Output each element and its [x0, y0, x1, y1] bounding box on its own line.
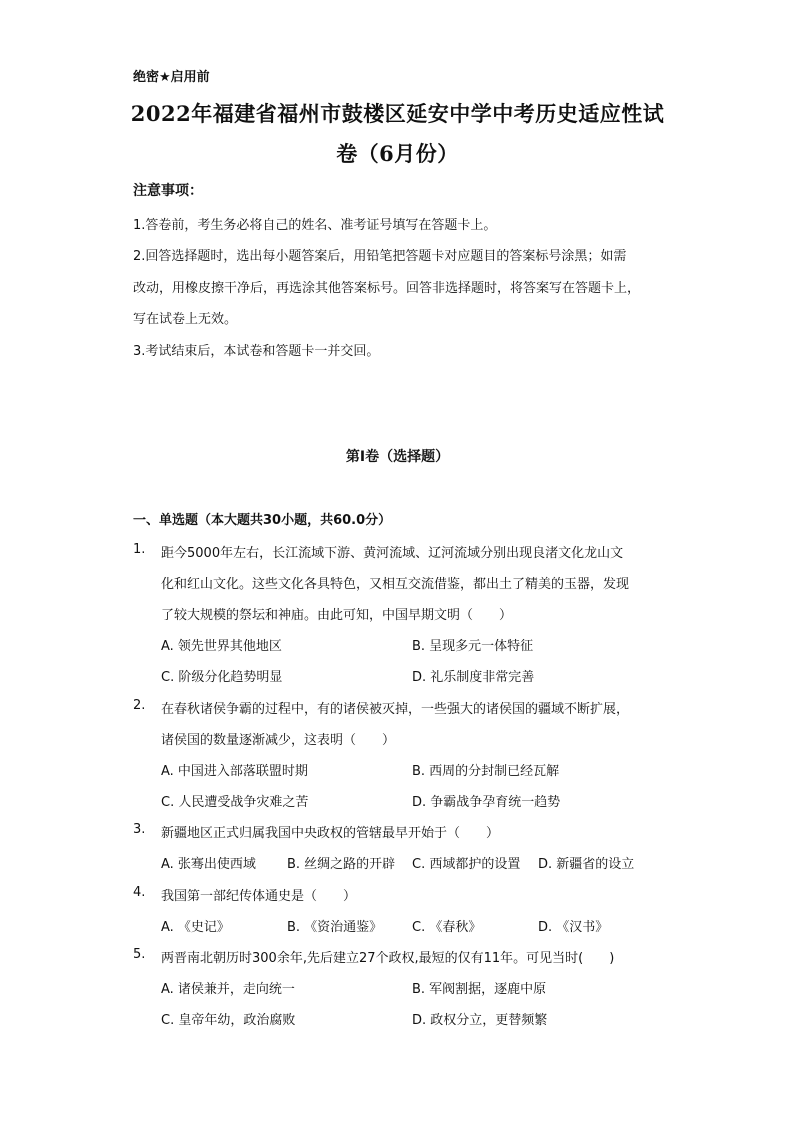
- option-a: A. 张骞出使西域: [161, 857, 256, 872]
- option-c: C. 皇帝年幼，政治腐败: [161, 1013, 296, 1028]
- question-number: 4.: [133, 885, 146, 900]
- secret-mark: 绝密★启用前: [133, 70, 210, 85]
- option-d: D. 政权分立，更替频繁: [412, 1013, 548, 1028]
- question-text: 我国第一部纪传体通史是（ ）: [161, 889, 357, 904]
- notice-line: 2.回答选择题时，选出每小题答案后，用铅笔把答题卡对应题目的答案标号涂黑；如需: [133, 249, 627, 264]
- option-c: C. 西域都护的设置: [412, 857, 521, 872]
- section-title: 第I卷（选择题）: [345, 449, 450, 465]
- option-a: A. 中国进入部落联盟时期: [161, 764, 308, 779]
- part-heading: 一、单选题（本大题共30小题，共60.0分）: [133, 513, 392, 528]
- option-d: D. 《汉书》: [538, 920, 609, 935]
- question-number: 5.: [133, 947, 146, 962]
- option-a: A. 《史记》: [161, 920, 230, 935]
- option-b: B. 丝绸之路的开辟: [287, 857, 396, 872]
- option-b: B. 《资治通鉴》: [287, 920, 383, 935]
- notice-line: 写在试卷上无效。: [133, 312, 238, 327]
- notice-line: 1.答卷前，考生务必将自己的姓名、准考证号填写在答题卡上。: [133, 218, 497, 233]
- question-text: 诸侯国的数量逐渐减少，这表明（ ）: [161, 733, 396, 748]
- question-text: 了较大规模的祭坛和神庙。由此可知，中国早期文明（ ）: [161, 608, 513, 623]
- question-text: 新疆地区正式归属我国中央政权的管辖最早开始于（ ）: [161, 826, 500, 841]
- question-number: 3.: [133, 822, 146, 837]
- option-c: C. 《春秋》: [412, 920, 482, 935]
- question-text: 两晋南北朝历时300余年,先后建立27个政权,最短的仅有11年。可见当时( ): [161, 951, 615, 966]
- option-d: D. 争霸战争孕育统一趋势: [412, 795, 561, 810]
- option-b: B. 军阀割据，逐鹿中原: [412, 982, 547, 997]
- question-text: 化和红山文化。这些文化各具特色，又相互交流借鉴，都出土了精美的玉器，发现: [161, 577, 630, 592]
- option-a: A. 诸侯兼并，走向统一: [161, 982, 295, 997]
- question-number: 1.: [133, 542, 146, 557]
- notice-line: 改动，用橡皮擦干净后，再选涂其他答案标号。回答非选择题时，将答案写在答题卡上，: [133, 281, 641, 296]
- option-a: A. 领先世界其他地区: [161, 639, 282, 654]
- exam-title-line1: 2022年福建省福州市鼓楼区延安中学中考历史适应性试: [130, 101, 665, 126]
- option-d: D. 礼乐制度非常完善: [412, 670, 535, 685]
- option-b: B. 呈现多元一体特征: [412, 639, 534, 654]
- exam-title-line2: 卷（6月份）: [336, 141, 459, 166]
- option-b: B. 西周的分封制已经瓦解: [412, 764, 560, 779]
- notice-line: 3.考试结束后，本试卷和答题卡一并交回。: [133, 344, 380, 359]
- option-d: D. 新疆省的设立: [538, 857, 635, 872]
- question-text: 在春秋诸侯争霸的过程中，有的诸侯被灭掉，一些强大的诸侯国的疆域不断扩展，: [161, 702, 630, 717]
- question-number: 2.: [133, 698, 146, 713]
- question-text: 距今5000年左右，长江流域下游、黄河流域、辽河流域分别出现良渚文化龙山文: [161, 546, 624, 561]
- option-c: C. 阶级分化趋势明显: [161, 670, 283, 685]
- option-c: C. 人民遭受战争灾难之苦: [161, 795, 309, 810]
- notice-heading: 注意事项：: [133, 183, 203, 199]
